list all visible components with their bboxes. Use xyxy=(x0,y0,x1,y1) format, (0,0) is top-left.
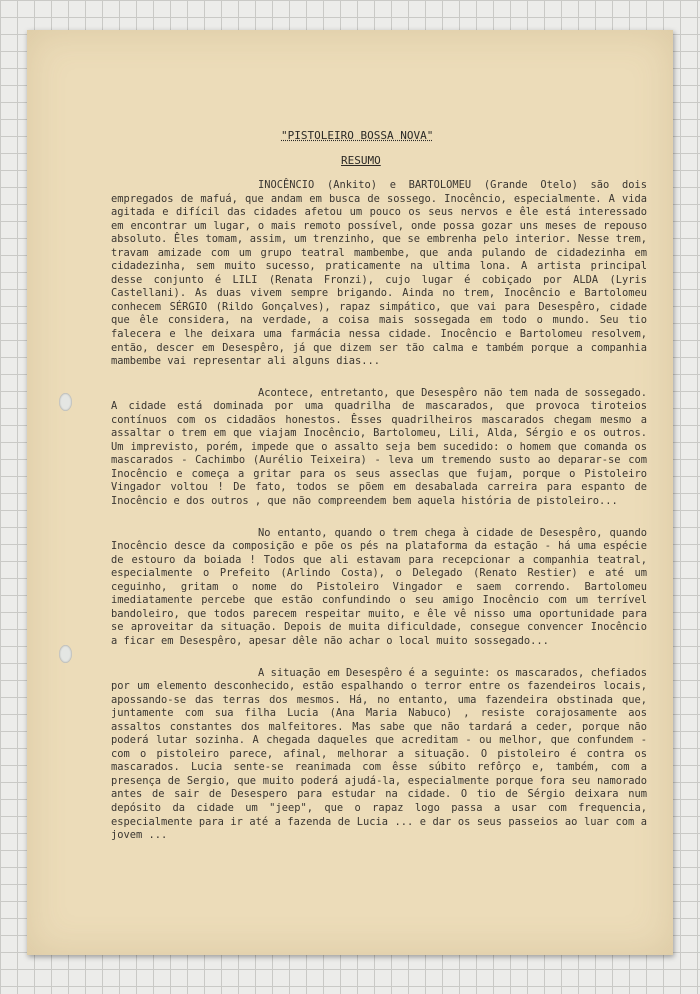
document-title: "PISTOLEIRO BOSSA NOVA" xyxy=(281,129,434,142)
paragraph: No entanto, quando o trem chega à cidade de Desespêro, quando Inocêncio desce da composição e põe os pés na plataforma da estação - há uma espécie de estouro da boiada ! Todos que ali estavam para recepcionar a companhia teatral, especialmente o Prefeito (Arlindo Costa), o Delegado (Renato Restier) e até um ceguinho, gritam o nome do Pistoleiro Vingador e saem correndo. Bartolomeu imediatamente percebe que estão confundindo o seu amigo Inocêncio com um terrível bandoleiro, que todos parecem respeitar muito, e êle vê nisso uma oportunidade para se aproveitar da situação. Depois de muita dificuldade, consegue convencer Inocêncio a ficar em Desespêro, apesar dêle não achar o local muito sossegado... xyxy=(111,526,647,647)
summary-body xyxy=(111,179,647,861)
document-subtitle: RESUMO xyxy=(341,154,381,167)
punch-hole xyxy=(59,393,72,411)
typewritten-page xyxy=(27,30,673,955)
punch-hole xyxy=(59,645,72,663)
paragraph: A situação em Desespêro é a seguinte: os mascarados, chefiados por um elemento desconhecido, estão espalhando o terror entre os fazendeiros locais, apossando-se das terras dos mesmos. Há, no entanto, uma fazendeira obstinada que, juntamente com sua filha Lucia (Ana Maria Nabuco) , resiste corajosamente aos assaltos constantes dos malfeitores. Mas sabe que não tardará a ceder, porque não poderá lutar sozinha. A chegada daqueles que acreditam - ou melhor, que confundem - com o pistoleiro parece, afinal, melhorar a situação. O pistoleiro é contra os mascarados. Lucia sente-se reanimada com êsse súbito refôrço e, também, com a presença de Sergio, que muito poderá ajudá-la, especialmente porque fora seu namorado antes de sair de Desespero para estudar na cidade. O tio de Sérgio deixara num depósito da cidade um "jeep", que o rapaz logo passa a usar com frequencia, especialmente para ir até a fazenda de Lucia ... e dar os seus passeios ao luar com a jovem ... xyxy=(111,666,647,842)
paragraph: INOCÊNCIO (Ankito) e BARTOLOMEU (Grande Otelo) são dois empregados de mafuá, que andam em busca de sossego. Inocêncio, especialmente. A vida agitada e difícil das cidades afetou um pouco os seus nervos e êle está interessado em encontrar um lugar, o mais remoto possível, onde possa gozar uns meses de repouso absoluto. Êles tomam, assim, um trenzinho, que se embrenha pelo interior. Nesse trem, travam amizade com um grupo teatral mambembe, que anda pulando de cidadezinha em cidadezinha, sem muito sucesso, praticamente na ultima lona. A artista principal desse conjunto é LILI (Renata Fronzi), cujo lugar é cobiçado por ALDA (Lyris Castellani). As duas vivem sempre brigando. Ainda no trem, Inocêncio e Bartolomeu conhecem SÉRGIO (Rildo Gonçalves), rapaz simpático, que vai para Desespêro, cidade que êle considera, na verdade, a coisa mais sossegada em todo o mundo. Seu tio falecera e lhe deixara uma farmácia nessa cidade. Inocêncio e Bartolomeu resolvem, então, descer em Desespêro, já que dizem ser tão calma e também porque a companhia mambembe vai representar ali alguns dias... xyxy=(111,179,647,368)
paragraph: Acontece, entretanto, que Desespêro não tem nada de sossegado. A cidade está dominada por uma quadrilha de mascarados, que provoca tiroteios contínuos com os cidadãos honestos. Êsses quadrilheiros mascarados chegam mesmo a assaltar o trem em que viajam Inocêncio, Bartolomeu, Lili, Alda, Sérgio e os outros. Um imprevisto, porém, impede que o assalto seja bem sucedido: o homem que comanda os mascarados - Cachimbo (Aurélio Teixeira) - leva um tremendo susto ao deparar-se com Inocêncio e começa a gritar para os seus asseclas que fujam, porque o Pistoleiro Vingador voltou ! De fato, todos se põem em desabalada carreira para espanto de Inocêncio e dos outros , que não compreendem bem aquela história de pistoleiro... xyxy=(111,386,647,508)
